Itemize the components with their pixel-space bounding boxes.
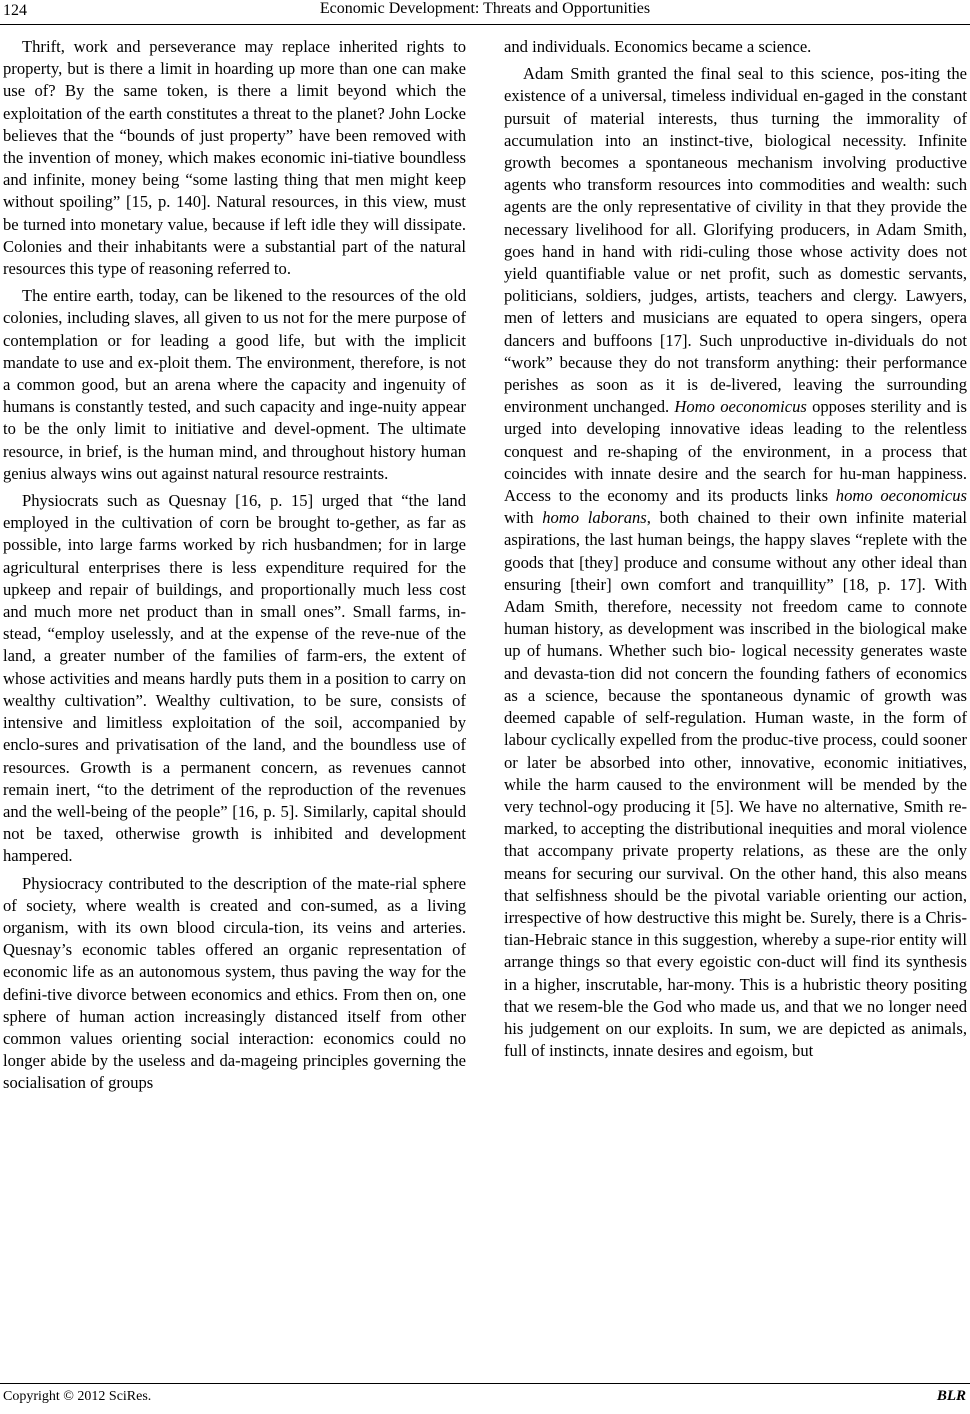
paragraph [504,63,967,1062]
italic-term: homo laborans [542,508,647,528]
paragraph-text: , both chained to their own infinite material aspirations, the last human beings, the happy slaves “replete with the goods that [they] produce and consume without any other ideal than ensuring [their] own comfort and tranquillity” [18, p. 17]. With Adam Smith, therefore, necessity not freedom came to connote human history, as development was inscribed in the biological make up of humans. Whether such bio- logical necessity generates waste and devasta-tion did not concern the founding fathers of economics as a science, because the spontaneous dynamic of growth was deemed capable of self-regulation. Human waste, in the form of labour cyclically expelled from the produc-tive process, could sooner or later be absorbed into other, innovative, economic initiatives, while the harm caused to the environment will be mended by the very technol-ogy producing it [5]. We have no alternative, Smith re-marked, to accepting the distributional inequities and moral violence that accompany private property relations, as these are the only means for securing our survival. On the other hand, this also means that selfishness should be the pivotal variable orienting our action, irrespective of how destructive this might be. Surely, there is a Chris-tian-Hebraic stance in this suggestion, whereby a supe-rior entity will arrange things so that every egoistic con-duct will find its synthesis in a higher, inscrutable, har-mony. This is a hubristic theory positing that we resem-ble the God who made us, and that we no longer need his judgement on our exploits. In sum, we are depicted as animals, full of instincts, innate desires and egoism, but [504,508,967,1061]
paragraph: Physiocrats such as Quesnay [16, p. 15] urged that “the land employed in the cultivation of corn be brought to-gether, as far as possible, into large farms worked by rich husbandmen; for in large agricultural enterprises there is less expenditure required for the upkeep and repair of buildings, and proportionally much less cost and much more net product than in small ones”. Small farms, in-stead, “employ uselessly, and at the expense of the reve-nue of the land, a greater number of the families of farm-ers, the extent of whose activities and means hardly puts them in a position to carry on wealthy cultivation”. Wealthy cultivation, to be sure, consists of intensive and limitless exploitation of the soil, accompanied by enclo-sures and privatisation of the land, and the boundless use of resources. Growth is a permanent concern, as revenues cannot remain inert, “to the detriment of the reproduction of the revenues and the well-being of the people” [16, p. 5]. Similarly, capital should not be taxed, otherwise growth is inhibited and development hampered. [3,491,466,866]
paragraph-continuation: and individuals. Economics became a science. [504,37,812,56]
italic-term: homo oeconomicus [835,486,968,506]
paragraph-text: with [504,508,543,528]
page-header [0,0,970,30]
paragraph-text: opposes sterility and is urged into developing innovative ideas leading to the relentless conquest and re-shaping of the environment, in a process that coincides with innate desire and the search for hu-man happiness. Access to the economy and its products links [504,397,967,506]
paragraph: The entire earth, today, can be likened to the resources of the old colonies, including slaves, all given to us not for the mere purpose of contemplation or for leading a good life, but with the implicit mandate to use and ex-ploit them. The environment, therefore, is not a common good, but an arena where the capacity and ingenuity of humans is constantly tested, and such capacity and inge-nuity appear to be the only limit to initiative and devel-opment. The ultimate resource, in brief, is the human mind, and throughout history human genius always wins out against natural resource restraints. [3,286,466,483]
paragraph: Thrift, work and perseverance may replace inherited rights to property, but is there a limit in hoarding up more than one can make use of? By the same token, is there a limit beyond which the exploitation of the earth constitutes a threat to the planet? John Locke believes that the “bounds of just property” have been removed with the invention of money, which makes economic ini-tiative boundless and infinite, money being “some lasting thing that men might keep without spoiling” [15, p. 140]. Natural resources, in this view, must be turned into monetary value, because if left idle they will dissipate. Colonies and their inhabitants were a substantial part of the natural resources this type of reasoning referred to. [3,37,466,279]
left-column [3,36,466,1095]
italic-term: Homo oeconomicus [674,397,807,417]
header-rule [0,24,970,25]
right-column [504,36,967,1062]
journal-abbreviation: BLR [936,1388,966,1404]
running-title: Economic Development: Threats and Opportunities [319,0,651,17]
paragraph-text: Adam Smith granted the final seal to this science, pos-iting the existence of a universal, timeless individual en-gaged in the constant pursuit of material interests, thus turning the immorality of accumulation into an instinct-tive, biological necessity. Infinite growth becomes a spontaneous mechanism involving productive agents who transform resources into commodities and wealth: such agents are the only representative of civility in that they provide the necessary livelihood for all. Glorifying producers, in Adam Smith, goes hand in hand with ridi-culing those whose activity does not yield quantifiable value or net profit, such as domestic servants, politicians, soldiers, judges, artists, teachers and clergy. Lawyers, men of letters and musicians are equated to opera singers, opera dancers and buffoons [17]. Such unproductive in-dividuals do not “work” because they do not transform anything: their performance perishes as soon as it is de-livered, leaving the surrounding environment unchanged. [504,64,967,417]
page-number: 124 [3,2,27,19]
footer-rule [0,1383,970,1384]
copyright-notice: Copyright © 2012 SciRes. [3,1389,152,1404]
paragraph: Physiocracy contributed to the description of the mate-rial sphere of society, where wealth is created and con-sumed, as a living organism, with its own blood circula-tion, its veins and arteries. Quesnay’s economic tables offered an organic representation of economic life as an autonomous system, thus paving the way for the defini-tive divorce between economics and ethics. From then on, one sphere of human action increasingly distanced itself from other common values orienting social interaction: economics could no longer abide by the useless and da-mageing principles governing the socialisation of groups [3,873,466,1093]
